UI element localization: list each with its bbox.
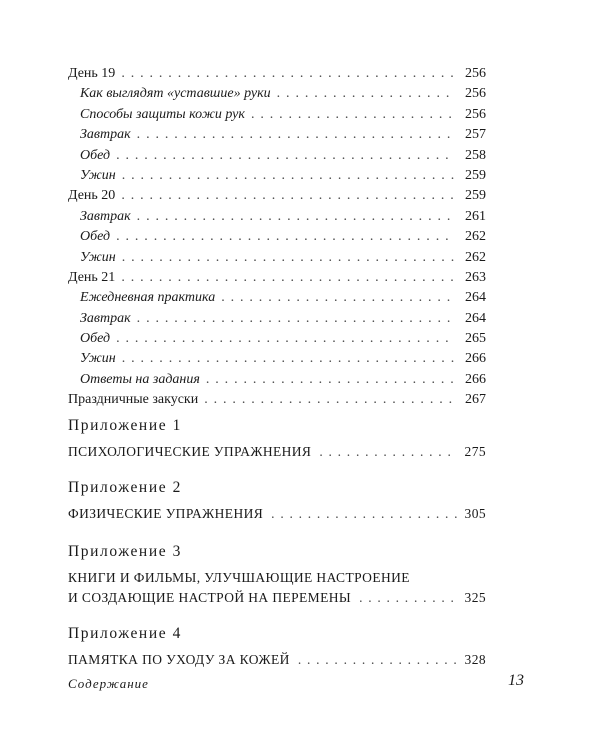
dot-leader [116,227,454,247]
toc-entry-page: 264 [465,290,486,306]
toc-entry-day-20 [68,186,486,206]
dot-leader [359,588,456,608]
appendix-page: 328 [464,652,486,667]
toc-entry-title: Обед [80,229,111,245]
toc-subentry [68,84,486,104]
dot-leader [121,64,454,84]
appendix-page: 305 [464,506,486,521]
dot-leader [121,268,454,288]
dot-leader [137,125,454,145]
appendix-title: ПАМЯТКА ПО УХОДУ ЗА КОЖЕЙ [68,652,290,667]
toc-entry-title: Завтрак [80,208,131,224]
dot-leader [116,146,454,166]
toc-entry-title: Ужин [80,167,116,183]
appendix-4 [68,624,486,670]
toc-subentry [68,227,486,247]
toc-subentry [68,146,486,166]
toc-entry-title: Как выглядят «уставшие» руки [80,86,271,102]
toc-entry-page: 256 [465,86,486,102]
toc-entry-title: Обед [80,147,111,163]
toc-entry-page: 267 [465,392,486,408]
toc-subentry [68,288,486,308]
toc-entry-page: 266 [465,371,486,387]
appendix-heading: Приложение 3 [68,543,183,560]
appendix-entry [68,442,486,462]
toc-entry-page: 264 [465,310,486,326]
toc-subentry [68,125,486,145]
table-of-contents [68,64,486,411]
appendix-heading: Приложение 4 [68,625,183,642]
toc-entry-title: Способы защиты кожи рук [80,106,245,122]
toc-entry-page: 261 [465,208,486,224]
toc-entry-day-21 [68,268,486,288]
dot-leader [271,504,456,524]
toc-subentry [68,166,486,186]
toc-entry-title: День 21 [68,269,116,285]
page-number: 13 [508,672,524,689]
toc-entry-page: 256 [465,106,486,122]
appendix-title-line1: КНИГИ И ФИЛЬМЫ, УЛУЧШАЮЩИЕ НАСТРОЕНИЕ [68,570,410,585]
toc-entry-title: Завтрак [80,127,131,143]
appendix-page: 325 [464,590,486,605]
dot-leader [319,442,456,462]
dot-leader [298,650,457,670]
toc-entry-page: 256 [465,66,486,81]
appendix-entry [68,588,486,608]
dot-leader [122,166,454,186]
toc-subentry [68,370,486,390]
dot-leader [251,105,454,125]
toc-entry-page: 266 [465,351,486,367]
dot-leader [121,186,454,206]
dot-leader [122,248,454,268]
toc-entry-day-19 [68,64,486,84]
dot-leader [221,288,454,308]
dot-leader [206,370,454,390]
dot-leader [137,309,454,329]
appendix-2 [68,478,486,524]
appendix-entry [68,650,486,670]
appendix-page: 275 [464,444,486,459]
toc-entry-title: Ужин [80,249,116,265]
toc-entry-page: 259 [465,167,486,183]
toc-entry-page: 259 [465,188,486,204]
toc-subentry [68,248,486,268]
toc-entry-page: 258 [465,147,486,163]
dot-leader [137,207,454,227]
toc-entry-title: Завтрак [80,310,131,326]
appendix-heading: Приложение 2 [68,479,183,496]
toc-entry-holiday-snacks [68,390,486,410]
toc-entry-page: 257 [465,127,486,143]
toc-subentry [68,105,486,125]
toc-subentry [68,309,486,329]
toc-entry-page: 262 [465,229,486,245]
running-footer-section: Содержание [68,676,149,691]
toc-entry-title: Ответы на задания [80,371,200,387]
toc-subentry [68,349,486,369]
dot-leader [277,84,454,104]
toc-entry-title: Ужин [80,351,116,367]
toc-subentry [68,329,486,349]
appendix-entry [68,504,486,524]
toc-entry-title: День 20 [68,188,116,204]
toc-entry-title: Ежедневная практика [80,290,216,306]
dot-leader [204,390,454,410]
appendix-heading: Приложение 1 [68,417,183,434]
appendix-3 [68,542,486,608]
dot-leader [122,349,454,369]
appendix-title: И СОЗДАЮЩИЕ НАСТРОЙ НА ПЕРЕМЕНЫ [68,590,352,605]
toc-entry-title: Праздничные закуски [68,392,199,408]
appendix-title: ФИЗИЧЕСКИЕ УПРАЖНЕНИЯ [68,506,264,521]
appendix-title: ПСИХОЛОГИЧЕСКИЕ УПРАЖНЕНИЯ [68,444,312,459]
toc-entry-title: День 19 [68,66,116,81]
toc-entry-title: Обед [80,331,111,347]
toc-entry-page: 263 [465,269,486,285]
dot-leader [116,329,454,349]
toc-entry-page: 265 [465,331,486,347]
appendix-1 [68,416,486,462]
toc-entry-page: 262 [465,249,486,265]
toc-subentry [68,207,486,227]
